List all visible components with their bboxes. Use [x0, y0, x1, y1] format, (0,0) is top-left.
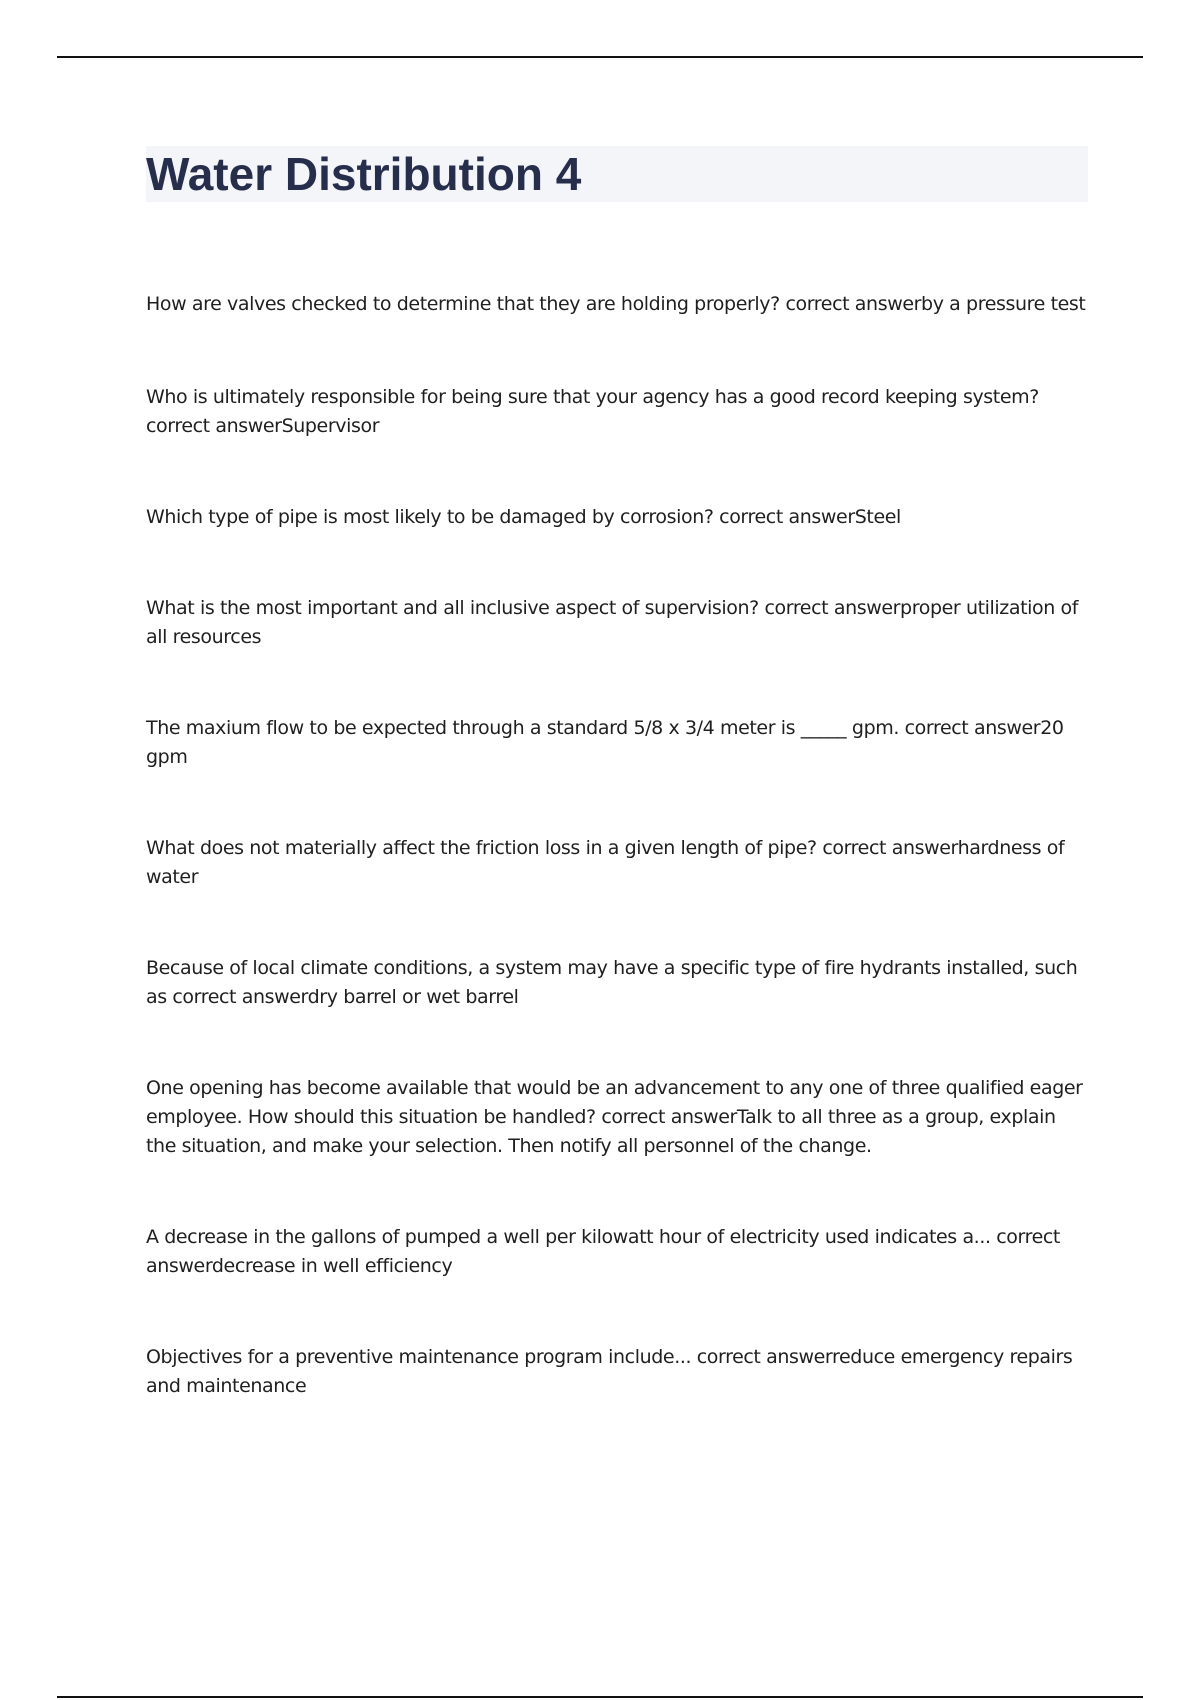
- qa-item-4: What is the most important and all inclusive aspect of supervision? correct answerproper utilization of all resources: [146, 597, 1079, 648]
- qa-item-5: The maxium flow to be expected through a standard 5/8 x 3/4 meter is _____ gpm. correct answer20 gpm: [146, 717, 1064, 768]
- qa-item-3: Which type of pipe is most likely to be damaged by corrosion? correct answerSteel: [146, 506, 901, 528]
- qa-item-10: Objectives for a preventive maintenance program include... correct answerreduce emergency repairs and maintenance: [146, 1346, 1073, 1397]
- qa-item-6: What does not materially affect the friction loss in a given length of pipe? correct answerhardness of water: [146, 837, 1065, 888]
- qa-list: [146, 290, 1088, 1401]
- page-title: Water Distribution 4: [146, 148, 582, 200]
- qa-item-8: One opening has become available that would be an advancement to any one of three qualified eager employee. How should this situation be handled? correct answerTalk to all three as a group, explain the situation, and make your selection. Then notify all personnel of the change.: [146, 1077, 1083, 1157]
- qa-item-1: How are valves checked to determine that they are holding properly? correct answerby a pressure test: [146, 293, 1086, 315]
- top-divider: [57, 56, 1143, 58]
- qa-item-2: Who is ultimately responsible for being sure that your agency has a good record keeping system? correct answerSupervisor: [146, 386, 1039, 437]
- bottom-divider: [57, 1696, 1143, 1698]
- qa-item-7: Because of local climate conditions, a system may have a specific type of fire hydrants installed, such as correct answerdry barrel or wet barrel: [146, 957, 1078, 1008]
- qa-item-9: A decrease in the gallons of pumped a well per kilowatt hour of electricity used indicates a... correct answerdecrease in well efficiency: [146, 1226, 1060, 1277]
